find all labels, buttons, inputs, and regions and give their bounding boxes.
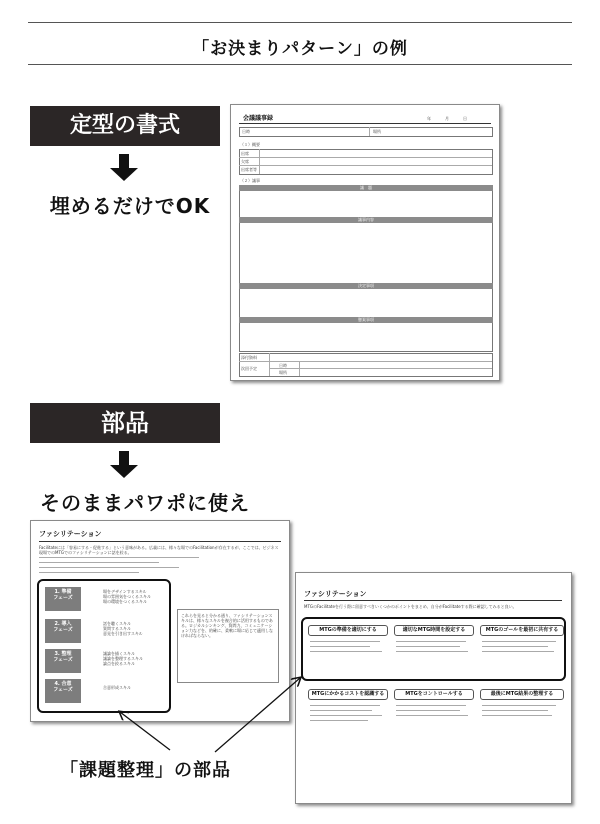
- field-place: 場所: [373, 129, 381, 134]
- label-next-date: 日時: [279, 363, 287, 368]
- label-attachments: 添付資料: [241, 355, 257, 360]
- date-label-day: 日: [463, 116, 467, 121]
- bar-decisions: 決定事項: [239, 283, 493, 289]
- date-label-year: 年: [427, 116, 431, 121]
- phase-2: 2. 導入 フェーズ: [45, 619, 81, 643]
- section-overview: （１）概要: [240, 142, 260, 147]
- date-label-month: 月: [445, 116, 449, 121]
- row-absent: 欠席: [241, 159, 249, 164]
- btn-control: MTGをコントロールする: [394, 689, 474, 700]
- phase-1: 1. 準備 フェーズ: [45, 587, 81, 611]
- arrow-to-left-slide: [120, 712, 170, 750]
- parts-banner: 部品: [30, 403, 220, 443]
- arrow-to-right-slide: [215, 678, 300, 752]
- slide-left-title: ファシリテーション: [39, 530, 102, 538]
- slide-left-note: これらを見ると分かる通り、ファシリテーションスキルは、様々なスキルを複合的に活用するものである。ロジカルシンキング、質問力、コミュニケーション力などを、的確に、柔軟に場に応じて適用しなければならない。: [181, 613, 273, 638]
- phase-2-items: 話を聴くスキル 質問するスキル 意見を引き出すスキル: [103, 621, 143, 636]
- parts-caption: そのままパワポに使え: [40, 491, 250, 515]
- label-next-place: 場所: [279, 370, 287, 375]
- bar-agenda: 議 題: [239, 185, 493, 191]
- section-content: （２）議事: [240, 178, 260, 183]
- bar-pending: 懸案事項: [239, 317, 493, 323]
- row-others: 出席者等: [241, 167, 257, 172]
- btn-goal: MTGのゴールを最初に共有する: [480, 625, 564, 636]
- btn-prepare: MTGの準備を適切にする: [308, 625, 388, 636]
- phase-3-items: 議論を描くスキル 議論を整理するスキル 論点を絞るスキル: [103, 651, 143, 666]
- field-date: 日時: [242, 129, 250, 134]
- slide-right-title: ファシリテーション: [304, 590, 367, 598]
- label-next: 次回予定: [241, 366, 257, 371]
- btn-cost: MTGにかかるコストを認識する: [308, 689, 388, 700]
- slide-left-intro: Facilitateには「容易にする・促進する」という意味がある。広義には、様々な場でのFacilitationが存在するが、ここでは、ビジネス現場でのMTGでのファシリテーションに話を絞る。: [39, 545, 279, 555]
- phase-4-items: 合意形成スキル: [103, 685, 131, 690]
- minutes-title: 会議議事録: [243, 115, 274, 122]
- bar-content: 議事内容: [239, 217, 493, 223]
- page-title: 「お決まりパターン」の例: [192, 39, 408, 59]
- phase-4: 4. 合意 フェーズ: [45, 679, 81, 703]
- template-banner: 定型の書式: [30, 106, 220, 146]
- annotation-label: 「課題整理」の部品: [60, 760, 231, 781]
- row-attend: 出席: [241, 151, 249, 156]
- phase-3: 3. 整理 フェーズ: [45, 649, 81, 673]
- phase-1-items: 場をデザインするスキル 場の雰囲気をつくるスキル 場の環境をつくるスキル: [103, 589, 151, 604]
- btn-time: 適切なMTG時間を設定する: [394, 625, 474, 636]
- btn-summary: 最後にMTG結果の整理する: [480, 689, 564, 700]
- slide-right-intro: MTGのFacilitateを行う際に留意すべきいくつかのポイントをまとめ、自分がFacilitateする際に確認してみると良い。: [304, 604, 517, 609]
- template-caption: 埋めるだけでOK: [49, 194, 211, 218]
